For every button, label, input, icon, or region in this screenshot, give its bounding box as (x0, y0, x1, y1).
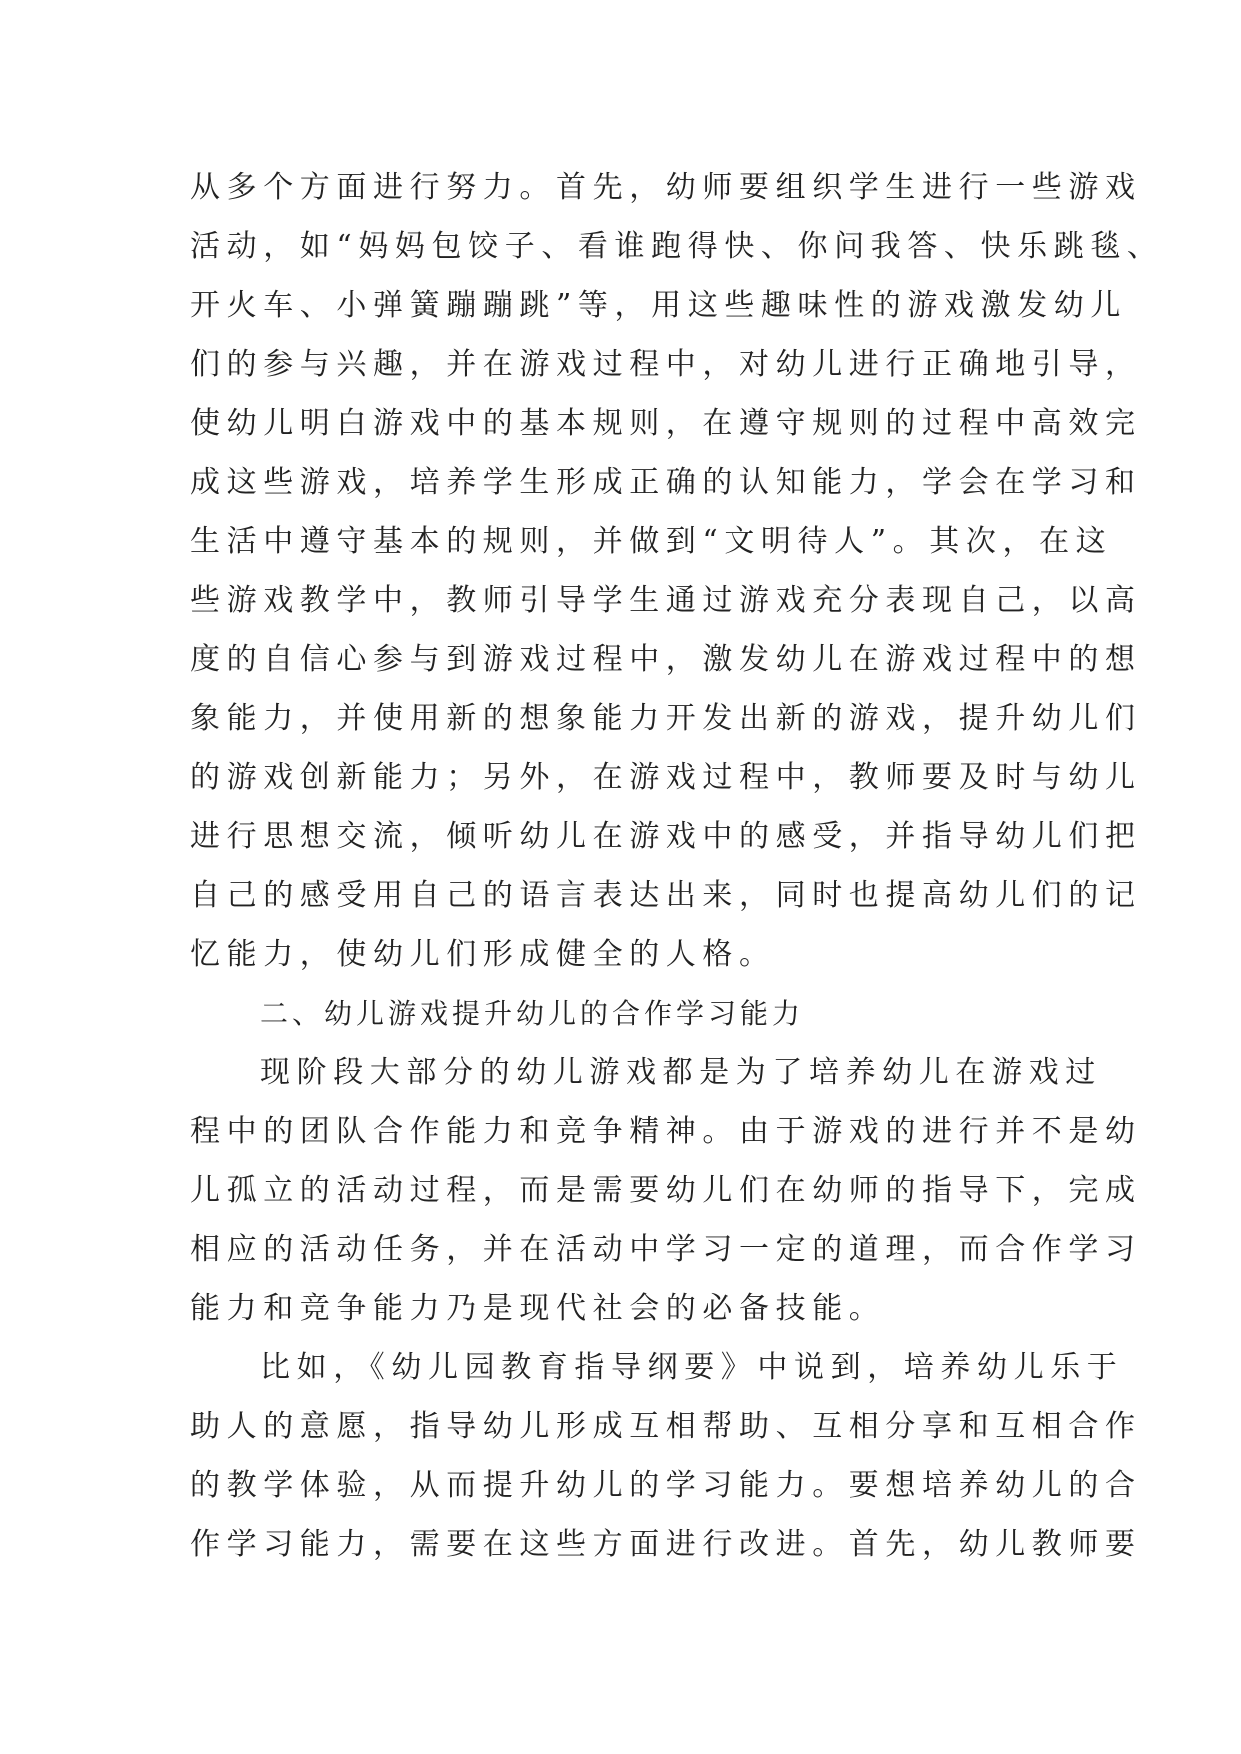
paragraph-line: 进行思想交流，倾听幼儿在游戏中的感受，并指导幼儿们把 (190, 819, 1142, 854)
paragraph-line: 现阶段大部分的幼儿游戏都是为了培养幼儿在游戏过 (260, 1055, 1102, 1090)
paragraph-line: 能力和竞争能力乃是现代社会的必备技能。 (190, 1291, 886, 1326)
paragraph-line: 作学习能力，需要在这些方面进行改进。首先，幼儿教师要 (190, 1527, 1142, 1562)
paragraph-line: 相应的活动任务，并在活动中学习一定的道理，而合作学习 (190, 1232, 1142, 1267)
paragraph-line: 忆能力，使幼儿们形成健全的人格。 (190, 937, 776, 972)
paragraph-line: 程中的团队合作能力和竞争精神。由于游戏的进行并不是幼 (190, 1114, 1142, 1149)
paragraph-line: 使幼儿明白游戏中的基本规则，在遵守规则的过程中高效完 (190, 406, 1142, 441)
paragraph-line: 助人的意愿，指导幼儿形成互相帮助、互相分享和互相合作 (190, 1409, 1142, 1444)
paragraph-line: 自己的感受用自己的语言表达出来，同时也提高幼儿们的记 (190, 878, 1142, 913)
paragraph-line: 比如，《幼儿园教育指导纲要》中说到，培养幼儿乐于 (260, 1350, 1124, 1385)
paragraph-line: 的游戏创新能力；另外，在游戏过程中，教师要及时与幼儿 (190, 760, 1142, 795)
paragraph-line: 开火车、小弹簧蹦蹦跳”等，用这些趣味性的游戏激发幼儿 (190, 288, 1127, 323)
paragraph-line: 的教学体验，从而提升幼儿的学习能力。要想培养幼儿的合 (190, 1468, 1142, 1503)
document-body (190, 158, 1164, 1574)
paragraph-line: 活动，如“妈妈包饺子、看谁跑得快、你问我答、快乐跳毯、 (190, 229, 1164, 264)
paragraph-line: 度的自信心参与到游戏过程中，激发幼儿在游戏过程中的想 (190, 642, 1142, 677)
paragraph-line: 儿孤立的活动过程，而是需要幼儿们在幼师的指导下，完成 (190, 1173, 1142, 1208)
paragraph-line: 象能力，并使用新的想象能力开发出新的游戏，提升幼儿们 (190, 701, 1142, 736)
paragraph-line: 些游戏教学中，教师引导学生通过游戏充分表现自己，以高 (190, 583, 1142, 618)
paragraph-line: 成这些游戏，培养学生形成正确的认知能力，学会在学习和 (190, 465, 1142, 500)
paragraph-line: 们的参与兴趣，并在游戏过程中，对幼儿进行正确地引导， (190, 347, 1142, 382)
paragraph-line: 从多个方面进行努力。首先，幼师要组织学生进行一些游戏 (190, 170, 1142, 205)
paragraph-line: 生活中遵守基本的规则，并做到“文明待人”。其次，在这 (190, 524, 1113, 559)
section-heading: 二、幼儿游戏提升幼儿的合作学习能力 (260, 997, 805, 1030)
